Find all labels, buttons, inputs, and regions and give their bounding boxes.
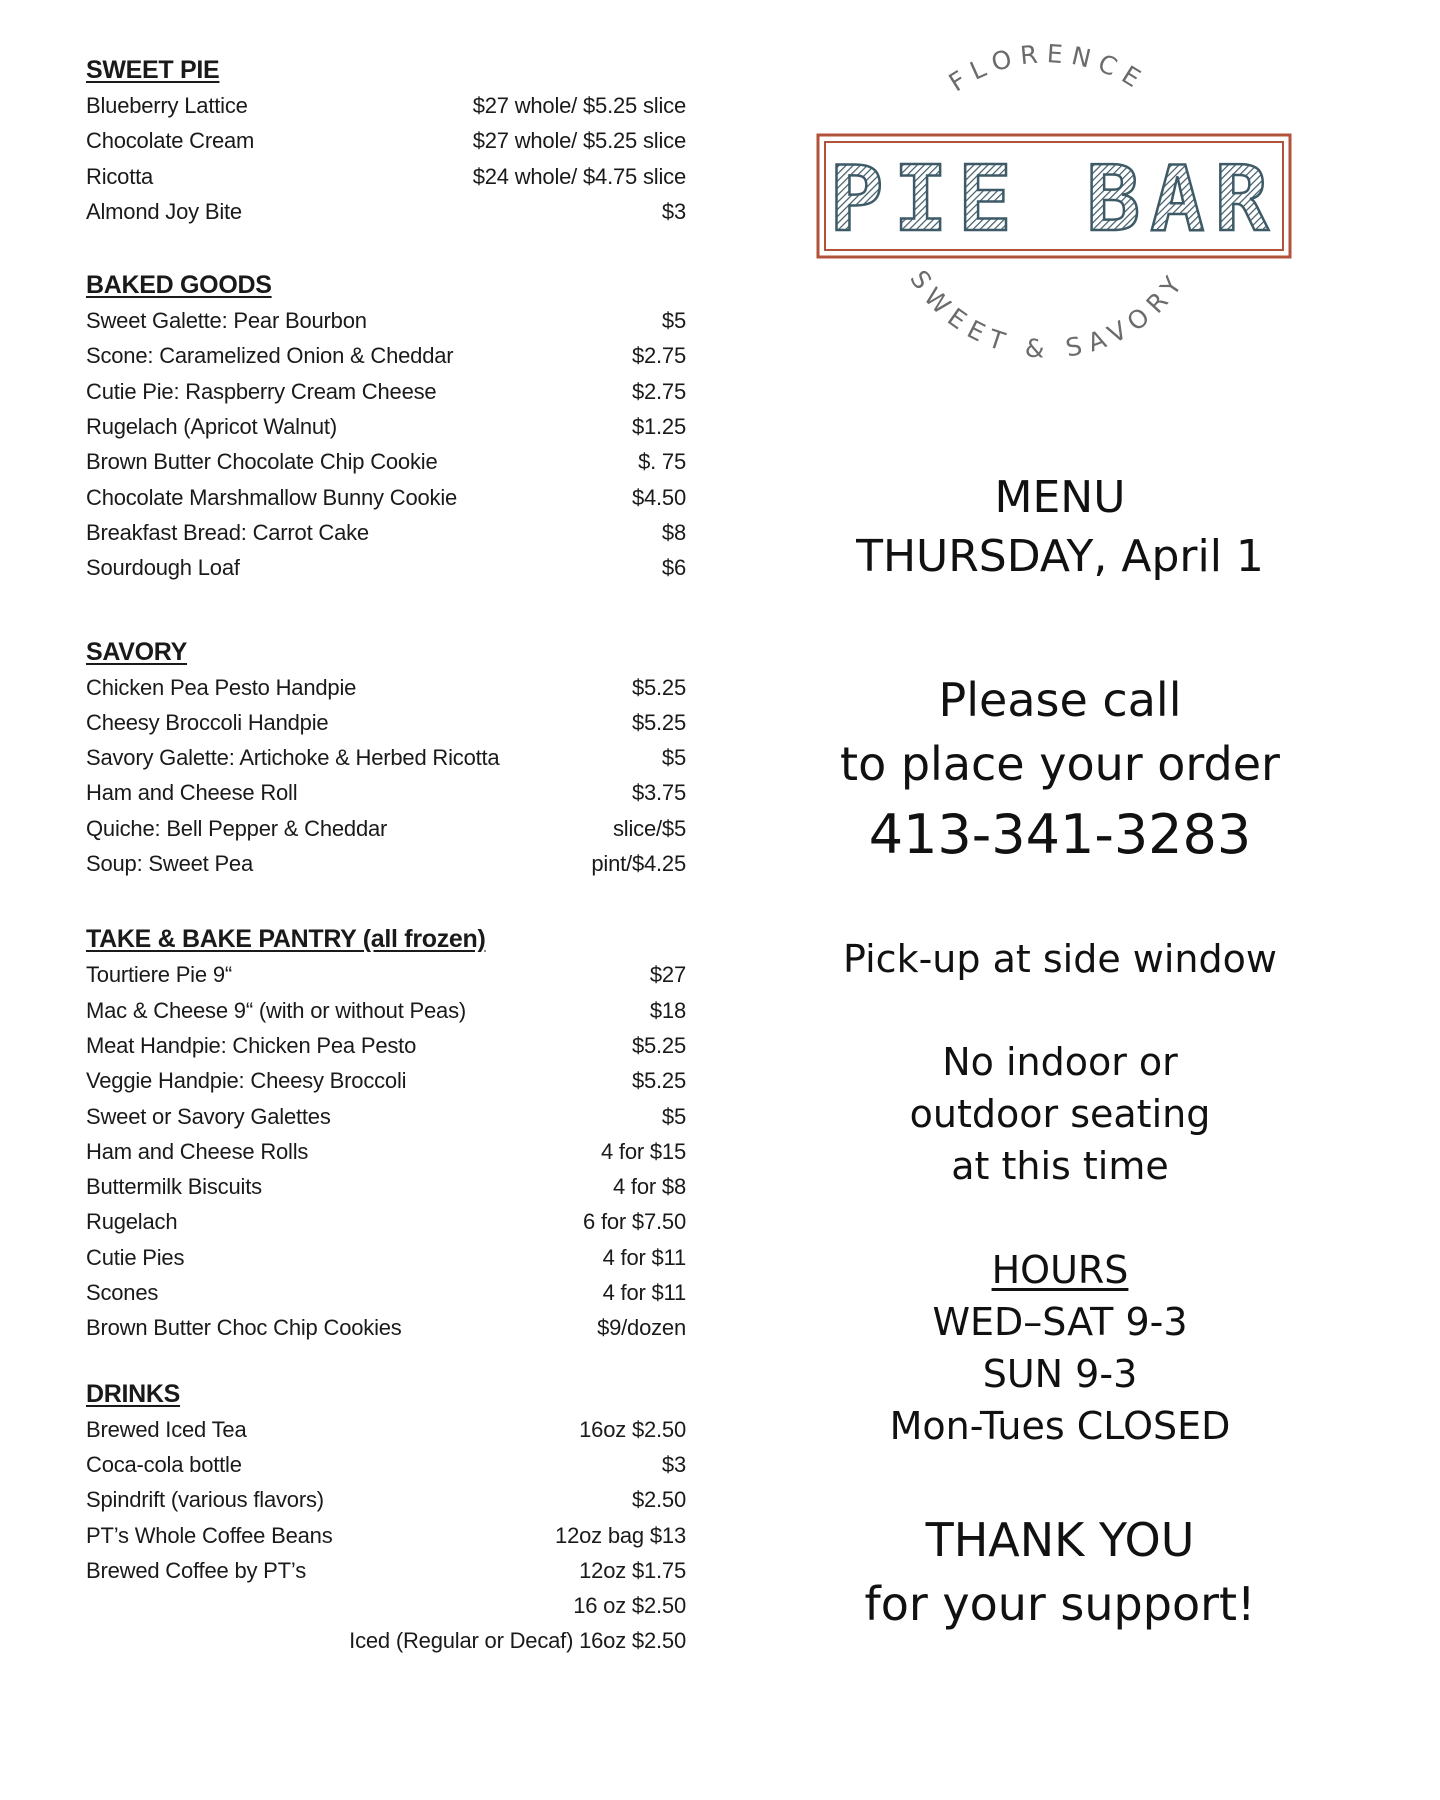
item-name: Rugelach (Apricot Walnut) <box>86 414 337 440</box>
item-price: $5 <box>661 1103 686 1129</box>
list-item <box>86 1028 686 1063</box>
call-line-2: to place your order <box>840 737 1280 791</box>
section-title: SWEET PIE <box>86 56 220 84</box>
section-take-bake <box>86 921 686 1345</box>
list-item <box>86 846 686 881</box>
list-item <box>86 374 686 409</box>
section-title: DRINKS <box>86 1379 181 1408</box>
list-item <box>86 811 686 846</box>
item-name: Ham and Cheese Rolls <box>86 1138 309 1164</box>
hours-title: HOURS <box>991 1248 1129 1292</box>
hours-line: SUN 9-3 <box>982 1352 1138 1396</box>
menu-date: THURSDAY, April 1 <box>856 531 1264 582</box>
item-price: 16 oz $2.50 <box>573 1593 686 1619</box>
item-price: 6 for $7.50 <box>583 1209 686 1235</box>
item-price: $. 75 <box>638 449 686 475</box>
item-name: Cutie Pie: Raspberry Cream Cheese <box>86 378 437 404</box>
item-name: Coca-cola bottle <box>86 1451 242 1477</box>
list-item <box>86 1063 686 1098</box>
list-item <box>86 740 686 775</box>
item-name: Scone: Caramelized Onion & Cheddar <box>86 343 454 369</box>
list-item <box>86 123 686 158</box>
section-drinks <box>86 1376 686 1659</box>
item-price: $18 <box>649 997 686 1023</box>
item-price: $2.75 <box>631 378 686 404</box>
item-price: 4 for $11 <box>602 1280 686 1306</box>
list-item <box>86 1623 686 1658</box>
pie-bar-logo <box>808 40 1308 370</box>
item-price: $3 <box>661 198 686 224</box>
item-price: Iced (Regular or Decaf) 16oz $2.50 <box>349 1628 686 1654</box>
list-item <box>86 1588 686 1623</box>
list-item <box>86 515 686 550</box>
item-name: Buttermilk Biscuits <box>86 1174 262 1200</box>
item-name: Cutie Pies <box>86 1244 185 1270</box>
item-price: $5.25 <box>631 709 686 735</box>
list-item <box>86 409 686 444</box>
item-name: Chicken Pea Pesto Handpie <box>86 674 357 700</box>
list-item <box>86 705 686 740</box>
item-price: $5.25 <box>631 1068 686 1094</box>
section-title: SAVORY <box>86 637 187 666</box>
item-price: $5.25 <box>631 1032 686 1058</box>
item-price: $4.50 <box>631 484 686 510</box>
logo-main-text: PIE BAR <box>829 147 1279 252</box>
list-item <box>86 550 686 585</box>
support-line: for your support! <box>864 1577 1256 1631</box>
item-name: Quiche: Bell Pepper & Cheddar <box>86 815 388 841</box>
item-name: Soup: Sweet Pea <box>86 851 254 877</box>
item-price: $6 <box>661 555 686 581</box>
item-price: 4 for $8 <box>612 1174 686 1200</box>
item-price: $24 whole/ $4.75 slice <box>472 163 686 189</box>
hours-line: WED–SAT 9-3 <box>932 1300 1188 1344</box>
list-item <box>86 444 686 479</box>
seating-line-1: No indoor or <box>942 1040 1178 1084</box>
list-item <box>86 1134 686 1169</box>
phone-number: 413-341-3283 <box>868 803 1252 866</box>
menu-list <box>86 52 686 1659</box>
item-name: Brewed Coffee by PT’s <box>86 1557 306 1583</box>
list-item <box>86 1240 686 1275</box>
item-name: Chocolate Cream <box>86 128 255 154</box>
seating-line-2: outdoor seating <box>909 1092 1211 1136</box>
list-item <box>86 338 686 373</box>
item-price: $3 <box>661 1451 686 1477</box>
item-name: Meat Handpie: Chicken Pea Pesto <box>86 1032 417 1058</box>
item-price: $5.25 <box>631 674 686 700</box>
thank-you: THANK YOU <box>925 1513 1195 1567</box>
item-name: Breakfast Bread: Carrot Cake <box>86 519 369 545</box>
item-name: Sweet or Savory Galettes <box>86 1103 331 1129</box>
item-price: $2.50 <box>631 1487 686 1513</box>
list-item <box>86 303 686 338</box>
item-name: PT’s Whole Coffee Beans <box>86 1522 333 1548</box>
list-item <box>86 1204 686 1239</box>
item-price: $8 <box>661 519 686 545</box>
list-item <box>86 159 686 194</box>
list-item <box>86 993 686 1028</box>
item-name: Brewed Iced Tea <box>86 1416 247 1442</box>
item-name: Cheesy Broccoli Handpie <box>86 709 329 735</box>
item-name: Sweet Galette: Pear Bourbon <box>86 308 367 334</box>
item-price: $1.25 <box>631 414 686 440</box>
item-name: Sourdough Loaf <box>86 555 240 581</box>
list-item <box>86 88 686 123</box>
item-price: 4 for $15 <box>600 1138 686 1164</box>
item-name: Tourtiere Pie 9“ <box>86 962 232 988</box>
list-item <box>86 1310 686 1345</box>
item-name: Ham and Cheese Roll <box>86 780 298 806</box>
menu-title: MENU <box>994 472 1126 523</box>
list-item <box>86 1482 686 1517</box>
section-title: BAKED GOODS <box>86 271 272 300</box>
list-item <box>86 670 686 705</box>
section-savory <box>86 634 686 882</box>
list-item <box>86 1169 686 1204</box>
item-price: $27 whole/ $5.25 slice <box>472 128 686 154</box>
list-item <box>86 480 686 515</box>
item-price: 16oz $2.50 <box>579 1416 686 1442</box>
item-name: Blueberry Lattice <box>86 93 248 118</box>
list-item <box>86 1275 686 1310</box>
item-name: Savory Galette: Artichoke & Herbed Ricotta <box>86 745 500 771</box>
item-price: 4 for $11 <box>602 1244 686 1270</box>
info-column <box>800 40 1340 1636</box>
item-price: 12oz bag $13 <box>555 1522 686 1548</box>
item-price: 12oz $1.75 <box>579 1557 686 1583</box>
item-name: Brown Butter Chocolate Chip Cookie <box>86 449 438 475</box>
item-price: $5 <box>661 745 686 771</box>
list-item <box>86 1553 686 1588</box>
item-name: Ricotta <box>86 163 154 189</box>
list-item <box>86 775 686 810</box>
spacer <box>86 586 686 634</box>
list-item <box>86 1518 686 1553</box>
list-item <box>86 1099 686 1134</box>
item-price: slice/$5 <box>613 815 686 841</box>
section-baked-goods <box>86 267 686 585</box>
item-name: Chocolate Marshmallow Bunny Cookie <box>86 484 458 510</box>
list-item <box>86 1412 686 1447</box>
item-name: Mac & Cheese 9“ (with or without Peas) <box>86 997 466 1023</box>
spacer <box>86 1346 686 1376</box>
pickup-note: Pick-up at side window <box>843 937 1277 981</box>
item-name: Brown Butter Choc Chip Cookies <box>86 1315 402 1341</box>
section-sweet-pie <box>86 52 686 229</box>
item-price: $2.75 <box>631 343 686 369</box>
spacer <box>86 881 686 921</box>
section-title: TAKE & BAKE PANTRY (all frozen) <box>86 925 486 954</box>
item-price: $27 whole/ $5.25 slice <box>472 93 686 118</box>
item-name: Rugelach <box>86 1209 178 1235</box>
hours-line: Mon-Tues CLOSED <box>889 1404 1231 1448</box>
spacer <box>86 229 686 267</box>
item-price: $5 <box>661 308 686 334</box>
item-name: Scones <box>86 1280 159 1306</box>
seating-line-3: at this time <box>951 1144 1169 1188</box>
item-price: $9/dozen <box>597 1315 686 1341</box>
item-price: pint/$4.25 <box>591 851 686 877</box>
item-name: Spindrift (various flavors) <box>86 1487 324 1513</box>
list-item <box>86 194 686 229</box>
call-line-1: Please call <box>938 673 1182 727</box>
list-item <box>86 957 686 992</box>
item-name: Veggie Handpie: Cheesy Broccoli <box>86 1068 407 1094</box>
item-price: $3.75 <box>631 780 686 806</box>
logo-bottom-text: SWEET & SAVORY <box>904 265 1192 365</box>
item-price: $27 <box>649 962 686 988</box>
logo-top-text: FLORENCE <box>943 40 1153 98</box>
logo-graphic <box>808 40 1308 370</box>
list-item <box>86 1447 686 1482</box>
item-name: Almond Joy Bite <box>86 198 242 224</box>
